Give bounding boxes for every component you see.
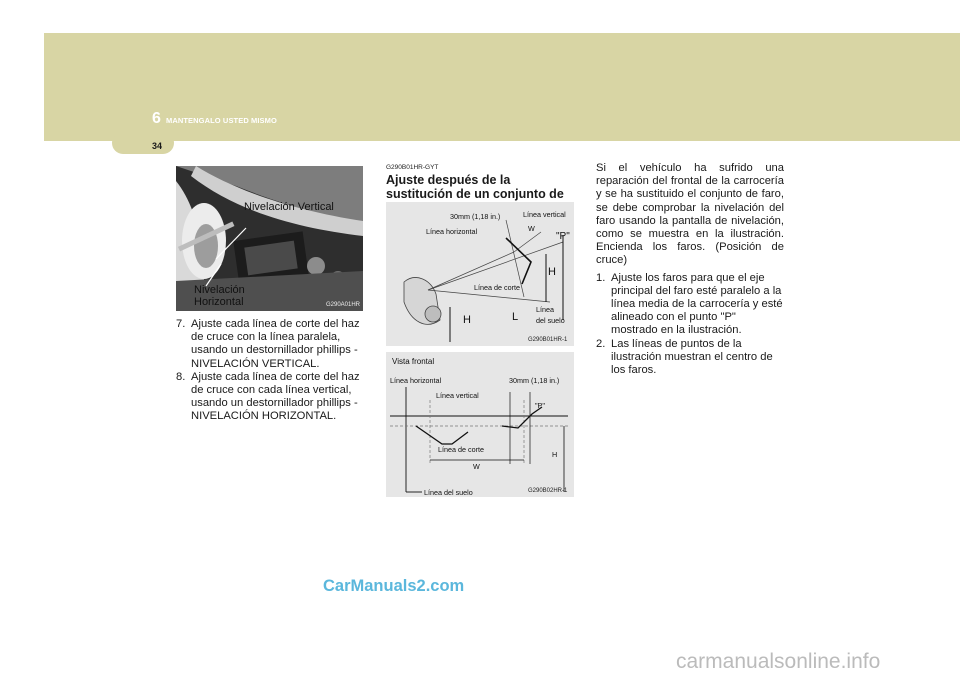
horizontal-line-label: Línea horizontal	[426, 227, 478, 236]
carmanuals2-watermark: CarManuals2.com	[323, 577, 465, 595]
horizontal-leveling-label-line2: Horizontal	[194, 296, 244, 308]
step-text: Ajuste los faros para que el eje principal del faro esté paralelo a la línea media de la carrocería y esté alineado con el punto "P" mostrado en la ilustración.	[611, 271, 783, 337]
section-title: Ajuste después de la sustitución de un conjunto de	[386, 173, 564, 201]
page-number-tab	[112, 132, 174, 154]
step-number: 7.	[176, 318, 186, 330]
horizontal-leveling-label-line1: Nivelación	[194, 284, 245, 296]
chapter-number: 6	[152, 110, 161, 127]
distance-label: 30mm (1,18 in.)	[509, 376, 560, 385]
headlamp-aim-perspective-diagram	[386, 202, 574, 346]
chapter-title: MANTENGALO USTED MISMO	[166, 116, 277, 125]
ground-line-label-2: del suelo	[536, 316, 565, 325]
vertical-line-label: Línea vertical	[523, 210, 566, 219]
vertical-line-label: Línea vertical	[436, 391, 479, 400]
figure-code: G290B02HR-1	[528, 488, 568, 494]
list-item	[596, 338, 784, 378]
step-text: Ajuste cada línea de corte del haz de cruce con la línea paralela, usando un destornillador phillips - NIVELACIÓN VERTICAL.	[191, 318, 360, 370]
page-number: 34	[152, 141, 163, 151]
step-number: 2.	[596, 337, 606, 350]
l-label: L	[512, 311, 519, 323]
horizontal-line-label: Línea horizontal	[390, 376, 442, 385]
intro-paragraph: Si el vehículo ha sufrido una reparación del frontal de la carrocería y se ha sustituido el conjunto de faro, se debe comprobar la nivelación del faro usando la pantalla de nivelación, como se muestra en la ilustración. Encienda los faros. (Posición de cruce)	[596, 162, 784, 267]
ground-line-label-1: Línea	[536, 305, 554, 314]
headlamp-aim-front-view-diagram	[386, 352, 574, 497]
section-code: G290B01HR-GYT	[386, 164, 439, 171]
list-item	[176, 318, 364, 371]
view-label: Vista frontal	[392, 357, 435, 366]
h-label: H	[552, 450, 558, 459]
p-point-label: "P"	[556, 231, 570, 242]
left-steps	[176, 318, 364, 424]
vertical-leveling-label: Nivelación Vertical	[244, 201, 334, 213]
figure-code: G290B01HR-1	[528, 337, 568, 343]
carmanualsonline-watermark: carmanualsonline.info	[676, 650, 881, 673]
headlamp-adjustment-photo	[176, 166, 363, 311]
cut-line-label: Línea de corte	[438, 445, 484, 454]
step-text: Ajuste cada línea de corte del haz de cruce con cada línea vertical, usando un destornillador phillips - NIVELACIÓN HORIZONTAL.	[191, 370, 360, 423]
ground-line-label: Línea del suelo	[424, 488, 473, 497]
right-column	[596, 162, 784, 377]
w-label: W	[473, 462, 480, 471]
p-point-label: "P"	[535, 401, 545, 410]
figure-code: G290A01HR	[326, 302, 361, 308]
cut-line-label: Línea de corte	[474, 283, 520, 292]
front-view-diagram-lines	[386, 352, 574, 497]
step-number: 1.	[596, 271, 606, 284]
list-item	[596, 272, 784, 338]
step-number: 8.	[176, 370, 186, 383]
h-right-label: H	[548, 266, 556, 278]
step-text: Las líneas de puntos de la ilustración muestran el centro de los faros.	[611, 337, 773, 377]
distance-label: 30mm (1,18 in.)	[450, 212, 501, 221]
h-left-label: H	[463, 314, 471, 326]
list-item	[176, 371, 364, 424]
w-label: W	[528, 224, 535, 233]
